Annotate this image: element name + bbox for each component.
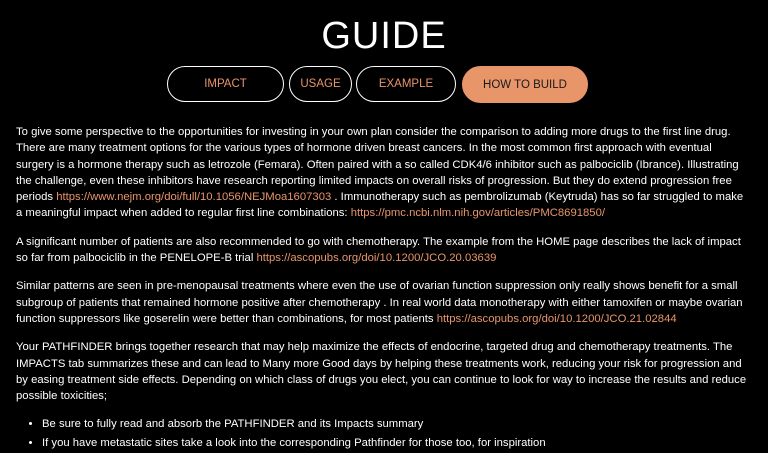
paragraph-text: . Immunotherapy such as pembrolizumab (Keytruda) has so far struggled to make a meaningful impact when added to regular first line combinations: <box>16 191 744 220</box>
list-item: • If you have metastatic sites take a look into the corresponding Pathfinder for those too, for inspiration <box>42 435 752 451</box>
paragraph-first-line-drugs <box>16 124 752 222</box>
page-title: GUIDE <box>321 15 447 57</box>
pmc-article-link[interactable]: https://pmc.ncbi.nlm.nih.gov/articles/PMC8691850/ <box>350 207 606 220</box>
tab-usage[interactable]: USAGE <box>289 66 352 102</box>
guide-content <box>16 124 752 453</box>
tips-list <box>16 416 752 451</box>
tab-how-to-build[interactable]: HOW TO BUILD <box>462 66 588 103</box>
paragraph-chemotherapy <box>16 234 752 267</box>
paragraph-pre-menopausal <box>16 278 752 327</box>
paragraph-text: To give some perspective to the opportunities for investing in your own plan consider the comparison to adding more drugs to the first line drug. There are many treatment options for the various types of hormone driven breast cancers. In the most common first approach with eventual surgery is a hormone therapy such as letrozole (Femara). Often paired with a so called CDK4/6 inhibitor such as palbociclib (Ibrance). Illustrating the challenge, even these inhibitors have research reporting limited impacts on overall risks of progression. But they do extend progression free periods <box>16 126 739 204</box>
real-world-data-link[interactable]: https://ascopubs.org/doi/10.1200/JCO.21.02844 <box>436 312 677 325</box>
list-item: • Be sure to fully read and absorb the PATHFINDER and its Impacts summary <box>42 416 752 432</box>
paragraph-pathfinder: Your PATHFINDER brings together research that may help maximize the effects of endocrine, targeted drug and chemotherapy treatments. The IMPACTS tab summarizes these and can lead to Many more Good days by helping these treatments work, reducing your risk for progression and by easing treatment side effects. Depending on which class of drugs you elect, you can continue to look for way to increase the results and reduce possible toxicities; <box>16 341 747 403</box>
penelope-b-link[interactable]: https://ascopubs.org/doi/10.1200/JCO.20.03639 <box>256 252 497 265</box>
tab-impact[interactable]: IMPACT <box>167 66 284 102</box>
paragraph-text: A significant number of patients are also recommended to go with chemotherapy. The example from the HOME page describes the lack of impact so far from palbociclib in the PENELOPE-B trial <box>16 235 741 265</box>
paragraph-text: Similar patterns are seen in pre-menopausal treatments where even the use of ovarian function suppression only really shows benefit for a small subgroup of patients that remained hormone positive after chemotherapy . In real world data monotherapy with either tamoxifen or maybe ovarian function suppressors like goserelin were better than combinations, for most patients <box>16 280 743 325</box>
nejm-study-link[interactable]: https://www.nejm.org/doi/full/10.1056/NEJMoa1607303 <box>56 191 332 204</box>
tab-example[interactable]: EXAMPLE <box>356 66 456 102</box>
